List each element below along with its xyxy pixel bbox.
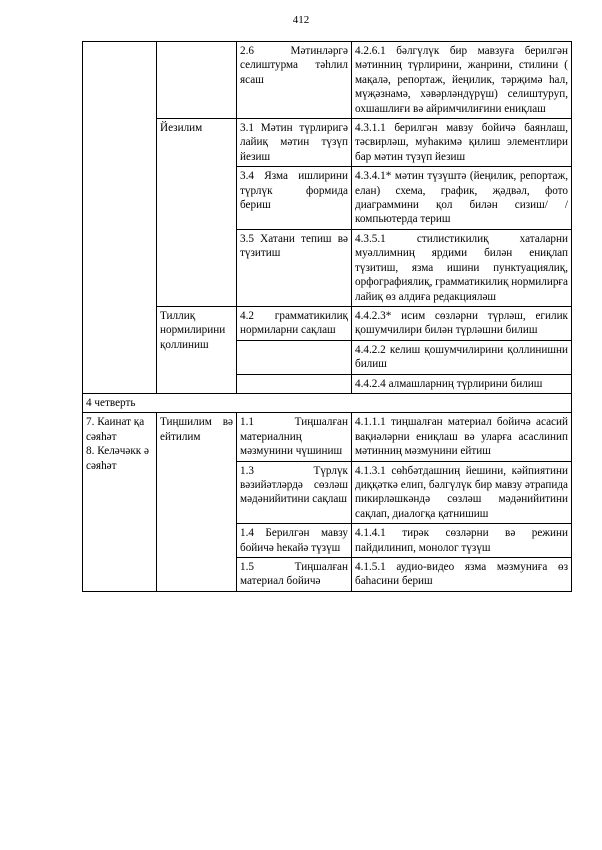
subskill-cell: 1.3 Түрлүк вәзийәтләрдә сөзләш мәдәнийитини сақлаш: [237, 461, 352, 524]
subskill-cell: 1.5 Тиңшалған материал бойичә: [237, 558, 352, 592]
subskill-cell: 3.4 Язма ишлирини түрлүк формида бериш: [237, 167, 352, 230]
skill-cell: Тиңшилим вә ейтилим: [157, 413, 237, 591]
objective-cell: 4.3.5.1 стилистикилиқ хаталарни муәллимниң ярдими билән ениқлап түзитиш, язма ишини пунктуациялиқ, орфографиялиқ, грамматикилиқ нормилирға лайиқ өз алдиға редакцияләш: [352, 229, 572, 306]
skill-cell: Тиллиқ нормилирини қоллиниш: [157, 306, 237, 393]
subskill-cell: [237, 340, 352, 374]
skill-cell: [157, 42, 237, 119]
objective-cell: 4.4.2.3* исим сөзләрни түрләш, егилик қошумчилири билән түрләшни билиш: [352, 306, 572, 340]
table-row: [83, 306, 572, 340]
table-row: [83, 42, 572, 119]
subskill-cell: 3.1 Мәтин түрлиригә лайиқ мәтин түзүп йезиш: [237, 119, 352, 167]
objective-cell: 4.3.1.1 берилгән мавзу бойичә баянлаш, тәсвирләш, муһакимә қилиш элементлири бар мәтин түзүп йезиш: [352, 119, 572, 167]
topic-item: 7. Каинат қа сәяһәт: [86, 416, 145, 443]
objective-cell: 4.1.4.1 тирәк сөзләрни вә режини пайдилинип, монолог түзүш: [352, 524, 572, 558]
objective-cell: 4.1.3.1 сөһбәтдашниң йешини, кәйпиятини диққәткә елип, бәлгүлүк бир мавзу әтрапида пикирләшкәндә сөзләш мәдәнийитини сақлап, диалогқа қатнишиш: [352, 461, 572, 524]
topic-cell: [83, 42, 157, 394]
skill-cell: Йезилим: [157, 119, 237, 307]
objective-cell: 4.2.6.1 бәлгүлүк бир мавзуға берилгән мәтинниң түрлирини, жанрини, стилини ( мақалә, репортаж, йеңилик, тәрҗимә һал, мүҗәзнамә, хәвәрләндүрүш) селиштуруп, охшашлиғи вә айримчилиғини ениқлаш: [352, 42, 572, 119]
page-number: 412: [292, 14, 310, 26]
objective-cell: 4.4.2.2 келиш қошумчилирини қоллинишни билиш: [352, 340, 572, 374]
quarter-label: 4 четверть: [83, 393, 572, 412]
curriculum-table: [82, 41, 572, 592]
table-row: [83, 119, 572, 167]
objective-cell: 4.3.4.1* мәтин түзүштә (йеңилик, репортаж, елан) схема, график, җәдвәл, фото диаграммини қол билән сизиш/ /компьютерда териш: [352, 167, 572, 230]
table-row: [83, 413, 572, 461]
subskill-cell: 1.1 Тиңшалған материалниң мәзмунини чүшиниш: [237, 413, 352, 461]
subskill-cell: 4.2 грамматикилиқ нормиларни сақлаш: [237, 306, 352, 340]
objective-cell: 4.1.5.1 аудио-видео язма мәзмуниға өз баһасини бериш: [352, 558, 572, 592]
topic-item: 8. Келәчәкк ә сәяһәт: [86, 445, 149, 472]
objective-cell: 4.4.2.4 алмашларниң түрлирини билиш: [352, 374, 572, 393]
subskill-cell: 1.4 Берилгән мавзу бойичә һекайә түзүш: [237, 524, 352, 558]
objective-cell: 4.1.1.1 тиңшалған материал бойичә асасий вақиәләрни ениқлаш вә уларға асаслинип мәтинниң мәзмунини ейтиш: [352, 413, 572, 461]
topic-cell: [83, 413, 157, 591]
subskill-cell: 2.6 Мәтинләргә селиштурма тәһлил ясаш: [237, 42, 352, 119]
subskill-cell: [237, 374, 352, 393]
quarter-row: [83, 393, 572, 412]
subskill-cell: 3.5 Хатани тепиш вә түзитиш: [237, 229, 352, 306]
